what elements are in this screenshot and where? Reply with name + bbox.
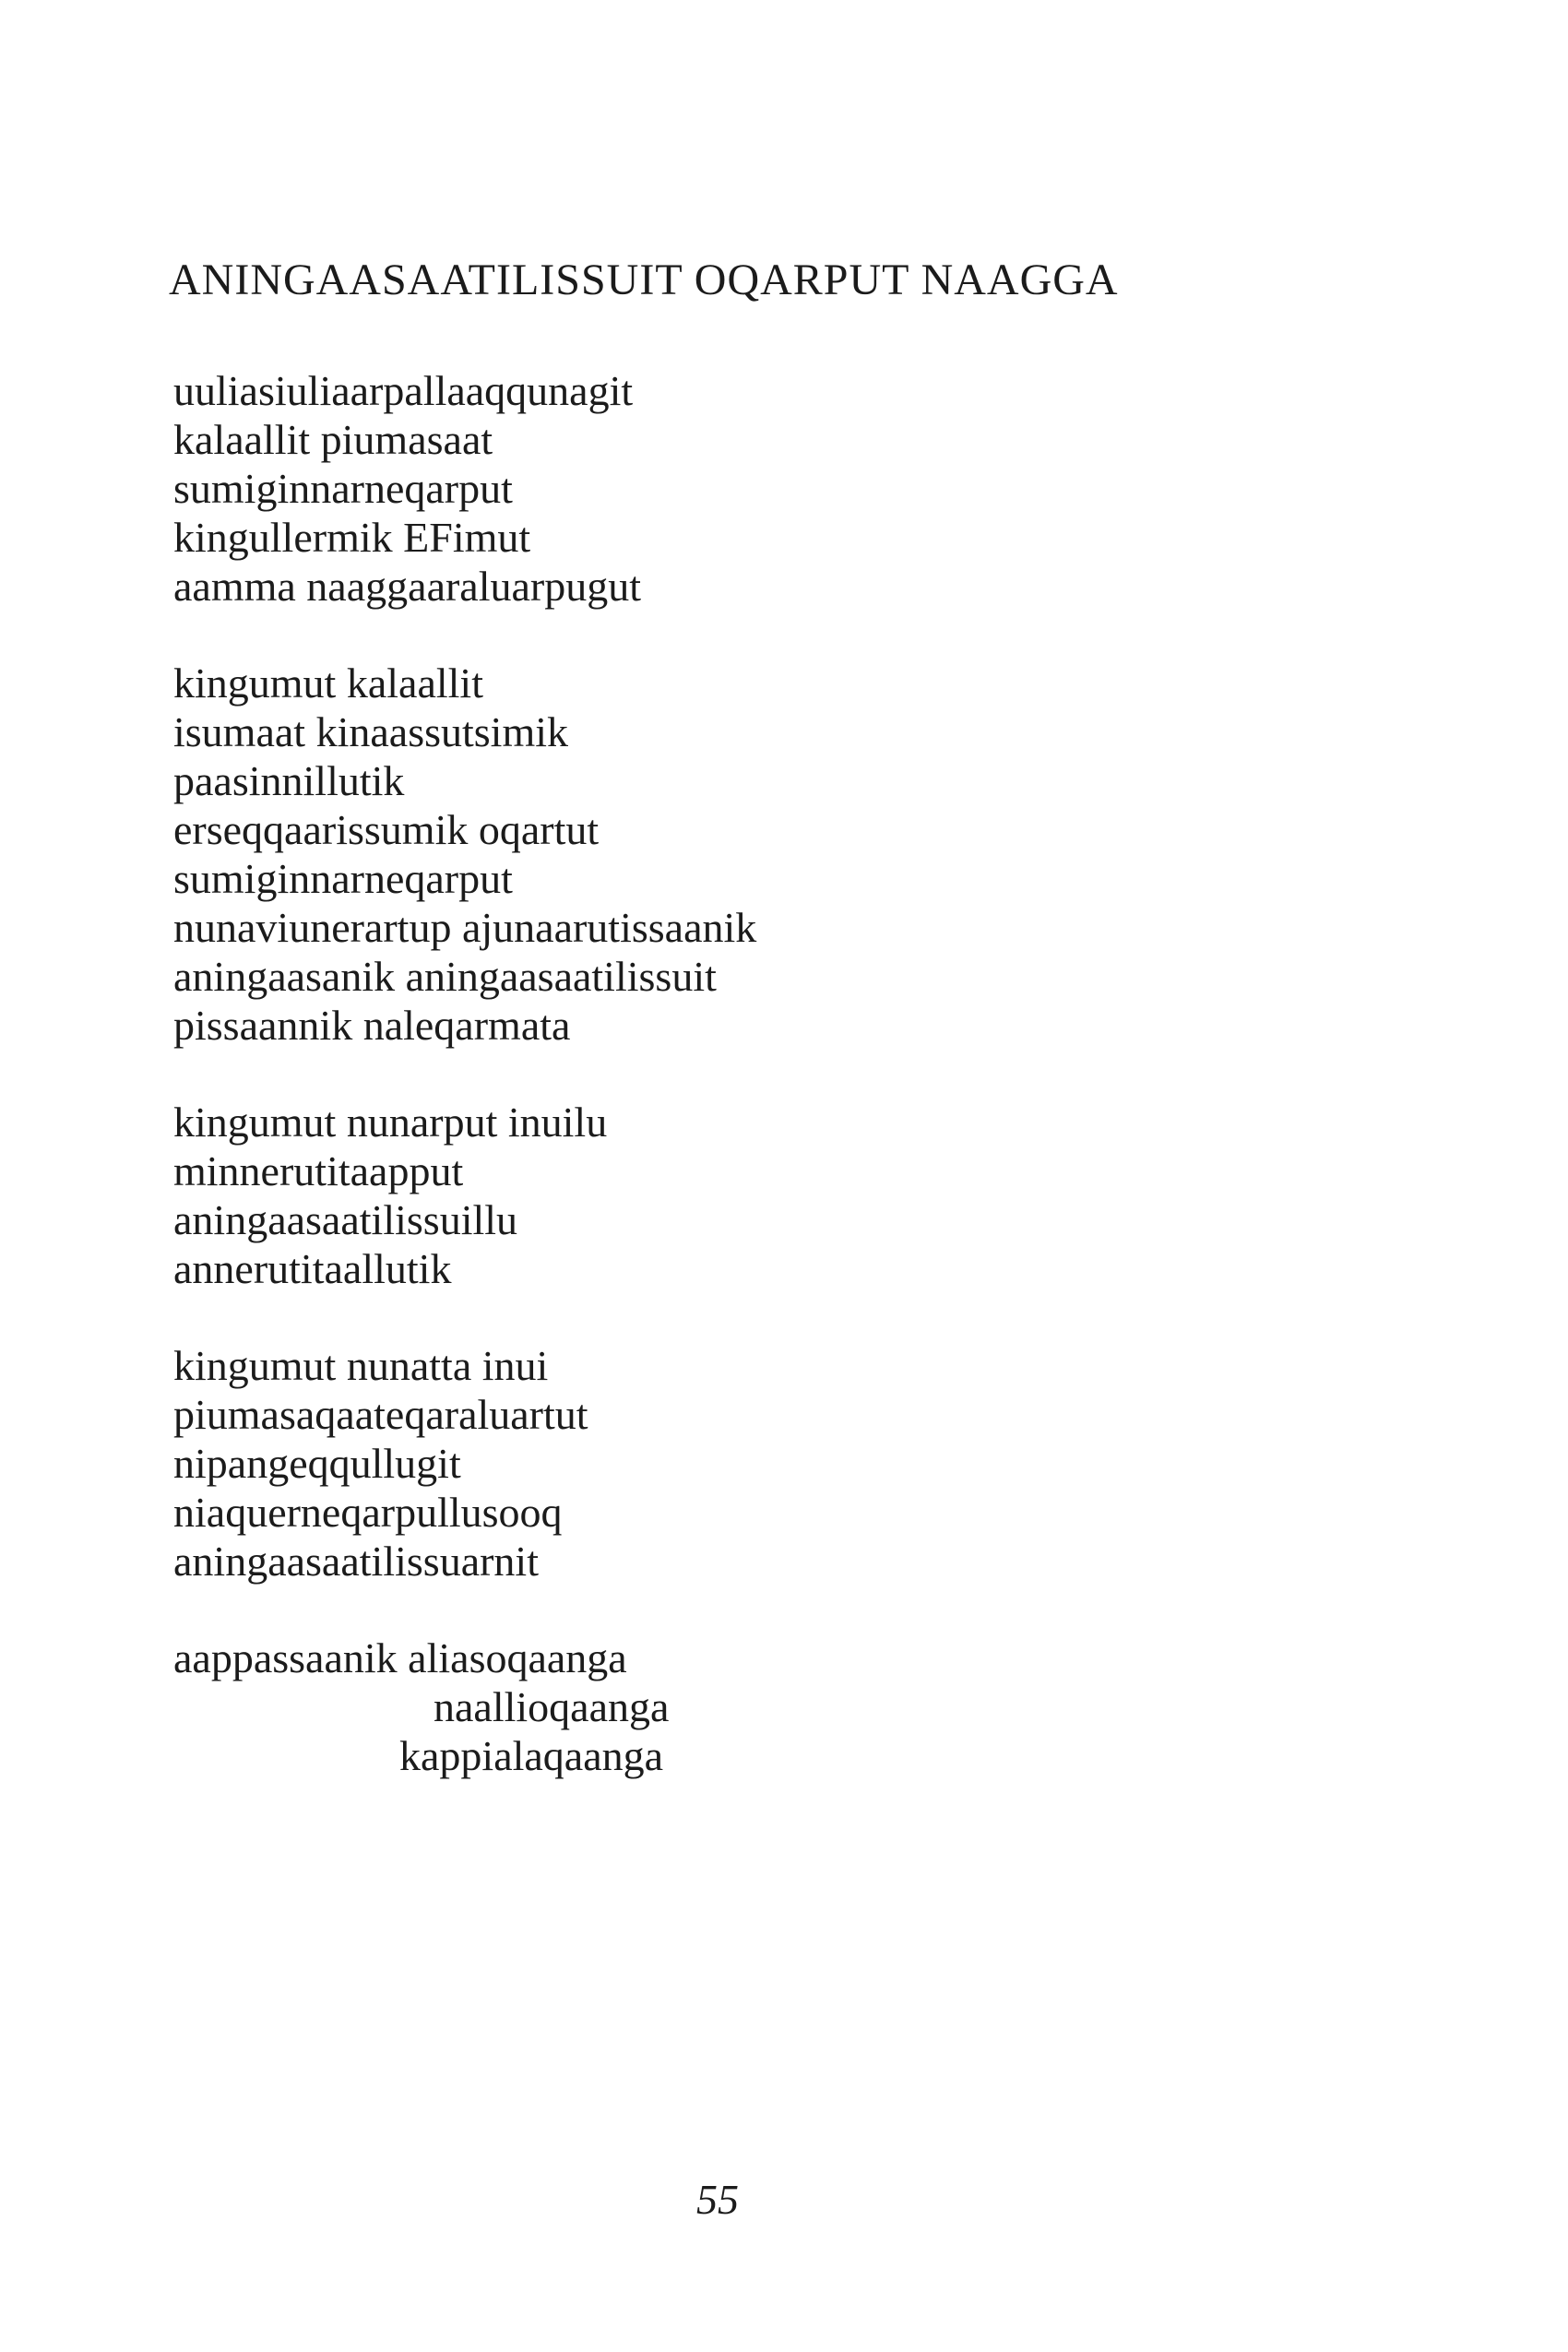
poem-line: nunaviunerartup ajunaarutissaanik [173, 904, 757, 951]
poem-title: ANINGAASAATILISSUIT OQARPUT NAAGGA [169, 255, 1119, 304]
poem-line: paasinnillutik [173, 757, 405, 804]
stanza-5 [173, 1633, 1004, 1780]
poem-line: kingullermik EFimut [173, 514, 531, 561]
poem-line: kalaallit piumasaat [173, 416, 493, 463]
poem-line: kingumut nunarput inuilu [173, 1099, 608, 1146]
stanza-3 [173, 1098, 1004, 1293]
poem-line: niaquerneqarpullusooq [173, 1489, 563, 1536]
poem-line: aningaasanik aningaasaatilissuit [173, 953, 717, 1000]
poem-line: minnerutitaapput [173, 1147, 464, 1194]
poem-line: aappassaanik aliasoqaanga [173, 1634, 627, 1681]
stanza-1 [173, 366, 1004, 611]
poem-line: erseqqaarissumik oqartut [173, 806, 600, 853]
poem-line: isumaat kinaassutsimik [173, 708, 569, 755]
poem-line: sumiginnarneqarput [173, 465, 513, 512]
stanza-4 [173, 1341, 1004, 1586]
poem-line: piumasaqaateqaraluartut [173, 1391, 588, 1438]
poem-line: kingumut nunatta inui [173, 1342, 549, 1389]
poem-line: naallioqaanga [434, 1683, 670, 1730]
poem-line: pissaannik naleqarmata [173, 1002, 571, 1049]
poem-line: annerutitaallutik [173, 1245, 452, 1292]
poem-line: nipangeqqullugit [173, 1440, 461, 1487]
stanza-2 [173, 659, 1004, 1050]
poem-line: sumiginnarneqarput [173, 855, 513, 902]
poem-line: uuliasiuliaarpallaaqqunagit [173, 367, 634, 414]
poem-line: aamma naaggaaraluarpugut [173, 563, 642, 610]
poem-line: kingumut kalaallit [173, 659, 483, 707]
page-number: 55 [696, 2176, 739, 2223]
poem-body [173, 366, 1004, 1828]
poem-line: aningaasaatilissuillu [173, 1196, 518, 1243]
poem-line: kappialaqaanga [399, 1732, 664, 1779]
poem-line: aningaasaatilissuarnit [173, 1538, 539, 1585]
